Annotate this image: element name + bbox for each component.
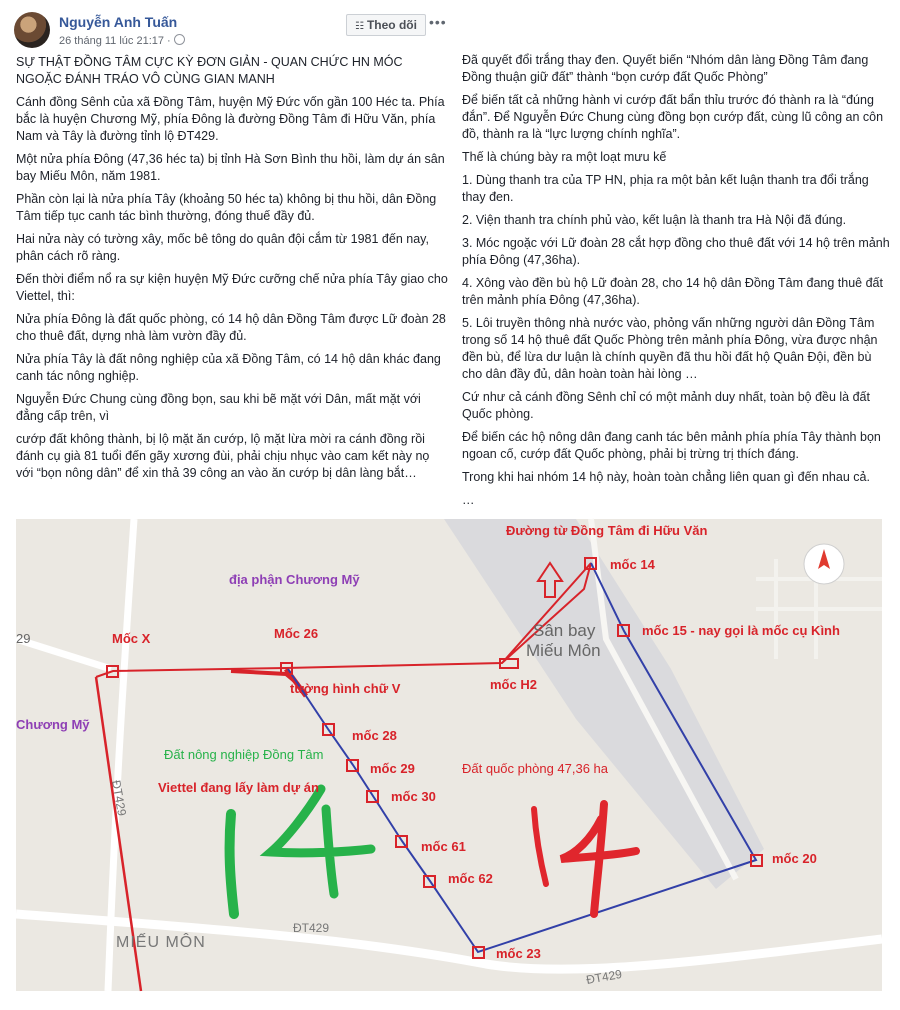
post-paragraph: 5. Lôi truyền thông nhà nước vào, phỏng vấn những người dân Đồng Tâm trong số 14 hộ thuê đất Quốc Phòng trên mảnh phía Đông, vừa được nhận đền bù, để lừa dư luận là chính quyền đã thu hồi đất hộ Quân Đội, đền bù cho dân đầy đủ, dân hoàn toàn hài lòng …: [462, 316, 878, 381]
post-paragraph: 1. Dùng thanh tra của TP HN, phịa ra một bản kết luận thanh tra đổi trắng thay đen.: [462, 173, 869, 204]
green-1-stroke: [230, 814, 234, 914]
dt429-bottom-label: ĐT429: [293, 921, 330, 935]
post-header: [14, 12, 886, 52]
post-paragraph: Nửa phía Đông là đất quốc phòng, có 14 hộ dân Đồng Tâm được Lữ đoàn 28 cho thuê đất, dựng nhà làm vườn đầy đủ.: [16, 312, 446, 343]
avatar[interactable]: [14, 12, 50, 48]
post-text-column-right: [462, 52, 894, 515]
timestamp-text[interactable]: 26 tháng 11 lúc 21:17 ·: [59, 35, 171, 47]
post-timestamp[interactable]: [59, 34, 185, 47]
chuong-my-edge-label: Chương Mỹ: [16, 717, 90, 732]
post-paragraph: Phần còn lại là nửa phía Tây (khoảng 50 héc ta) không bị thu hồi, dân Đồng Tâm tiếp tục canh tác bình thường, đóng thuế đầy đủ.: [16, 192, 437, 223]
post-paragraph: Đã quyết đổi trắng thay đen. Quyết biến “Nhóm dân làng Đồng Tâm đang Đồng thuận giữ đất” thành “bọn cướp đất Quốc Phòng”: [462, 53, 869, 84]
annotated-map-image[interactable]: [16, 498, 882, 991]
marker-x-label: Mốc X: [112, 631, 151, 646]
rss-icon: ☷: [355, 21, 364, 32]
marker-62-label: mốc 62: [448, 871, 493, 886]
author-name[interactable]: Nguyễn Anh Tuấn: [59, 14, 178, 30]
post-paragraph: 4. Xông vào đền bù hộ Lữ đoàn 28, cho 14 hộ dân Đồng Tâm đang thuê đất trên mảnh phía Đông (47,36ha).: [462, 276, 883, 307]
post-paragraph: Để biến các hộ nông dân đang canh tác bên mảnh phía phía Tây thành bọn ngoan cố, cướp đất Quốc phòng, phải bị trừng trị thích đáng.: [462, 430, 881, 461]
defense-land-label: Đất quốc phòng 47,36 ha: [462, 761, 609, 776]
post-paragraph: cướp đất không thành, bị lộ mặt ăn cướp, lộ mặt lừa mời ra cánh đồng rồi đánh cụ già 81 tuổi đến gãy xương đùi, phải chịu nhục vào cam kết này nọ với “bọn nông dân” để xin thả 39 công an vào ăn cướp bị dân làng bắt…: [16, 432, 430, 480]
big-number-right: 14: [536, 498, 539, 500]
post-text-column-left: [16, 54, 448, 488]
chuong-my-region-label: địa phận Chương Mỹ: [229, 572, 360, 587]
post-paragraph: Nguyễn Đức Chung cùng đồng bọn, sau khi bẽ mặt với Dân, mất mặt với đẳng cấp trên, vì: [16, 392, 421, 423]
post-paragraph: Nửa phía Tây là đất nông nghiệp của xã Đồng Tâm, có 14 hộ dân khác đang canh tác nông nghiệp.: [16, 352, 441, 383]
marker-14-label: mốc 14: [610, 557, 655, 572]
post-paragraph: SỰ THẬT ĐỒNG TÂM CỰC KỲ ĐƠN GIẢN - QUAN CHỨC HN MÓC NGOẶC ĐÁNH TRÁO VÔ CÙNG GIAN MANH: [16, 55, 403, 86]
marker-h2-label: mốc H2: [490, 677, 537, 692]
v-wall-label: tường hình chữ V: [290, 681, 401, 696]
big-number-left: 14: [236, 498, 239, 500]
marker-29-label: mốc 29: [370, 761, 415, 776]
post-paragraph: Hai nửa này có tường xây, mốc bê tông do quân đội cắm từ 1981 đến nay, phân cách rõ ràng.: [16, 232, 429, 263]
post-paragraph: Thế là chúng bày ra một loạt mưu kế: [462, 150, 667, 164]
agri-land-label: Đất nông nghiệp Đồng Tâm: [164, 747, 324, 762]
post-paragraph: 3. Móc ngoặc với Lữ đoàn 28 cắt hợp đồng cho thuê đất với 14 hộ trên mảnh phía Đông (47,36ha).: [462, 236, 890, 267]
globe-icon: [174, 34, 185, 45]
post-paragraph: Một nửa phía Đông (47,36 héc ta) bị tỉnh Hà Sơn Bình thu hồi, làm dự án sân bay Miếu Môn, năm 1981.: [16, 152, 445, 183]
post-paragraph: 2. Viện thanh tra chính phủ vào, kết luận là thanh tra Hà Nội đã đúng.: [462, 213, 847, 227]
map-canvas: [16, 498, 882, 991]
post-paragraph: Trong khi hai nhóm 14 hộ này, hoàn toàn chẳng liên quan gì đến nhau cả.: [462, 470, 870, 484]
marker-28-label: mốc 28: [352, 728, 397, 743]
road-title-label: Đường từ Đồng Tâm đi Hữu Văn: [506, 523, 708, 538]
post-paragraph: Đến thời điểm nổ ra sự kiện huyện Mỹ Đức cưỡng chế nửa phía Tây giao cho Viettel, thì:: [16, 272, 448, 303]
marker-61-label: mốc 61: [421, 839, 466, 854]
green-4-stroke: [271, 789, 371, 894]
dt429-vertical-label: ĐT429: [109, 779, 130, 818]
marker-20-label: mốc 20: [772, 851, 817, 866]
post-paragraph: Để biến tất cả những hành vi cướp đất bẩn thỉu trước đó thành ra là “đúng đắn”. Để Nguyễn Đức Chung cùng đồng bọn cướp đất, cùng lũ công an côn đồ, thành ra là “lực lượng chính nghĩa”.: [462, 93, 884, 141]
marker-26-label: Mốc 26: [274, 626, 319, 641]
red-4-stroke: [561, 804, 636, 914]
dt429-bottom-right-label: ĐT429: [585, 966, 624, 987]
viettel-label: Viettel đang lấy làm dự án: [158, 780, 319, 795]
marker-30-label: mốc 30: [391, 789, 436, 804]
more-options-icon[interactable]: •••: [429, 14, 447, 30]
red-1-stroke: [534, 809, 546, 884]
airport-label-line2: Miếu Môn: [526, 641, 601, 660]
mieu-mon-label: MIẾU MÔN: [116, 934, 206, 951]
post-paragraph: …: [462, 493, 475, 507]
post-paragraph: Cánh đồng Sênh của xã Đồng Tâm, huyện Mỹ Đức vốn gần 100 Héc ta. Phía bắc là huyện Chương Mỹ, phía Đông là đường Đồng Tâm đi Hữu Văn, phía Nam và Tây là đường tỉnh lộ ĐT429.: [16, 95, 445, 143]
post-paragraph: Cứ như cả cánh đồng Sênh chỉ có một mảnh duy nhất, toàn bộ đều là đất Quốc phòng.: [462, 390, 870, 421]
airport-label-line1: Sân bay: [533, 621, 596, 640]
road-29-label: 29: [16, 631, 31, 646]
marker-23-label: mốc 23: [496, 946, 541, 961]
follow-label: Theo dõi: [366, 18, 417, 32]
marker-15-label: mốc 15 - nay gọi là mốc cụ Kình: [642, 623, 840, 638]
follow-button[interactable]: [346, 14, 426, 36]
